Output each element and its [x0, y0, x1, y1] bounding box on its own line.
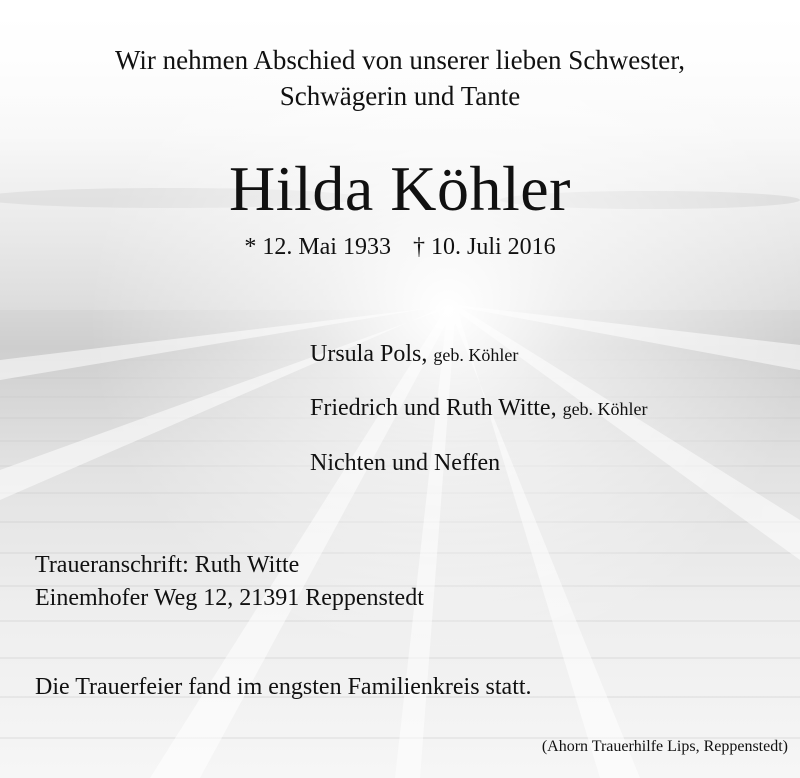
mourner-1-name: Ursula Pols, [310, 341, 428, 367]
mourner-2 [310, 395, 648, 422]
address-line-2: Einemhofer Weg 12, 21391 Reppenstedt [35, 585, 424, 611]
death-date: † 10. Juli 2016 [412, 234, 556, 260]
funeral-notice: Die Trauerfeier fand im engsten Familienkreis statt. [35, 674, 532, 700]
mourner-2-name: Friedrich und Ruth Witte, [310, 395, 557, 421]
life-dates [0, 234, 800, 261]
mourner-3-name: Nichten und Neffen [310, 450, 501, 476]
deceased-name: Hilda Köhler [229, 153, 571, 224]
undertaker-credit: (Ahorn Trauerhilfe Lips, Reppenstedt) [541, 738, 788, 755]
birth-date: * 12. Mai 1933 [244, 234, 391, 260]
mourner-3 [310, 450, 500, 477]
address-line-1: Traueranschrift: Ruth Witte [35, 552, 300, 578]
mourning-address [35, 549, 424, 615]
mourner-1-note: geb. Köhler [433, 345, 519, 365]
intro-text [0, 42, 800, 114]
intro-line-2: Schwägerin und Tante [279, 81, 521, 111]
mourner-2-note: geb. Köhler [562, 399, 648, 419]
mourner-1 [310, 341, 518, 368]
intro-line-1: Wir nehmen Abschied von unserer lieben Schwester, [115, 45, 685, 75]
